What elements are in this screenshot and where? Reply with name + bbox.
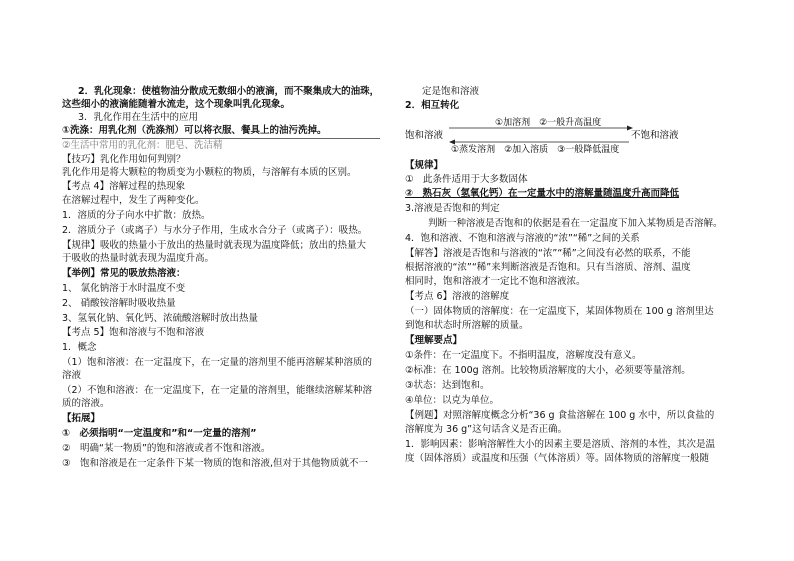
diagram-left-label: 饱和溶液 — [405, 130, 444, 141]
key-points-heading: 【理解要点】 — [405, 335, 463, 346]
example-item2: 2、 硝酸铵溶解时吸收热量 — [62, 298, 176, 309]
emulsify-application-heading: 3．乳化作用在生活中的应用 — [78, 112, 199, 123]
unsaturated-def-line1: （2）不饱和溶液：在一定温度下，在一定量的溶剂里，能继续溶解某种溶 — [62, 385, 373, 396]
r-continuation: 定是饱和溶液 — [422, 86, 480, 97]
conversion-diagram — [405, 114, 687, 156]
diagram-top-label: ①加溶剂 ②一般升高温度 — [495, 118, 602, 128]
backward-arrowhead — [449, 140, 455, 145]
emulsify-definition-line2: 这些细小的液滴能随着水流走，这个现象叫乳化现象。 — [62, 99, 291, 110]
common-emulsifier-line: ②生活中常用的乳化剂：肥皂、洗洁精 — [62, 140, 223, 151]
conversion-diagram-svg — [405, 114, 687, 156]
tip-heading: 【技巧】乳化作用如何判别？ — [62, 154, 186, 165]
topic4-heading: 【考点 4】溶解过程的热现象 — [62, 181, 186, 192]
key-point-standard: ②标准：在 100g 溶剂。比较物质溶解度的大小，必须要等量溶剂。 — [405, 365, 691, 376]
diagram-right-label: 不饱和溶液 — [631, 130, 679, 141]
emulsify-definition-line1: 2．乳化现象：使植物油分散成无数细小的液滴，而不聚集成大的油珠， — [78, 86, 380, 97]
answer-line2: 根据溶液的“浓”“稀”来判断溶液是否饱和。只有当溶质、溶剂、温度 — [405, 262, 691, 273]
solubility-def-line1: （一）固体物质的溶解度：在一定温度下，某固体物质在 100 g 溶剂里达 — [405, 306, 714, 317]
example-item3: 3、氢氧化钠、氧化钙、浓硫酸溶解时放出热量 — [62, 313, 259, 324]
extension-heading: 【拓展】 — [62, 413, 101, 424]
example-item1: 1、 氯化钠溶于水时温度不变 — [62, 283, 186, 294]
topic4-intro: 在溶解过程中，发生了两种变化。 — [62, 195, 205, 206]
key-point-unit: ④单位：以克为单位。 — [405, 395, 500, 406]
topic5-heading: 【考点 5】饱和溶液与不饱和溶液 — [62, 327, 205, 338]
washing-line: ①洗涤：用乳化剂（洗涤剂）可以将衣服、餐具上的油污洗掉。 — [62, 125, 327, 136]
rule2-item1: ① 此条件适用于大多数固体 — [405, 174, 528, 185]
extension-item3: ③ 饱和溶液是在一定条件下某一物质的饱和溶液,但对于其他物质就不一 — [62, 458, 369, 469]
mutual-conversion-heading: 2．相互转化 — [405, 100, 460, 111]
extension-item1: ① 必须指明“一定温度和”和“一定量的溶剂” — [62, 428, 257, 439]
topic4-point1: 1．溶质的分子向水中扩散：放热。 — [62, 210, 211, 221]
answer-line3: 相同时，饱和溶液才一定比不饱和溶液浓。 — [405, 276, 586, 287]
topic6-heading: 【考点 6】溶液的溶解度 — [405, 291, 510, 302]
example-heading: 【举例】常见的吸放热溶液： — [62, 268, 186, 279]
saturated-def-line1: （1）饱和溶液：在一定温度下，在一定量的溶剂里不能再溶解某种溶质的 — [62, 357, 373, 368]
example-question-line1: 【例题】对照溶解度概念分析“36 g 食盐溶解在 100 g 水中，所以食盐的 — [405, 410, 715, 421]
key-point-state: ③状态：达到饱和。 — [405, 380, 490, 391]
extension-item2: ② 明确“某一物质”的饱和溶液或者不饱和溶液。 — [62, 443, 271, 454]
answer-line1: 【解答】溶液是否饱和与溶液的“浓”“稀”之间没有必然的联系，不能 — [405, 248, 691, 259]
example-question-line2: 溶解度为 36 g”这句话含义是否正确。 — [405, 424, 568, 435]
key-point-condition: ①条件：在一定温度下。不指明温度，溶解度没有意义。 — [405, 350, 642, 361]
rule-line2: 于吸收的热量时就表现为温度升高。 — [62, 253, 215, 264]
saturated-def-line2: 溶液 — [62, 370, 82, 381]
saturation-judgment-text: 判断一种溶液是否饱和的依据是看在一定温度下加入某物质是否溶解。 — [428, 218, 723, 229]
rule2-item2: ② 熟石灰（氢氧化钙）在一定量水中的溶解量随温度升高而降低 — [405, 188, 680, 199]
influence-line2: 度（固体溶质）或温度和压强（气体溶质）等。固体物质的溶解度一般随 — [405, 453, 710, 464]
rule-line1: 【规律】吸收的热量小于放出的热量时就表现为温度降低；放出的热量大 — [62, 240, 367, 251]
saturation-judgment-heading: 3.溶液是否饱和的判定 — [405, 203, 500, 214]
rule2-heading: 【规律】 — [405, 160, 444, 171]
tip-answer: 乳化作用是将大颗粒的物质变为小颗粒的物质，与溶解有本质的区别。 — [62, 167, 357, 178]
concept-heading: 1．概念 — [62, 342, 97, 353]
diagram-bottom-label: ①蒸发溶剂 ②加入溶质 ③一般降低温度 — [451, 145, 620, 155]
influence-line1: 1．影响因素：影响溶解性大小的因素主要是溶质、溶剂的本性，其次是温 — [405, 439, 716, 450]
topic4-point2: 2．溶质分子（或离子）与水分子作用，生成水合分子（或离子）：吸热。 — [62, 225, 368, 236]
divider — [62, 138, 380, 139]
solubility-def-line2: 到饱和状态时所溶解的质量。 — [405, 320, 529, 331]
concentration-relation-heading: 4．饱和溶液、不饱和溶液与溶液的“浓”“稀”之间的关系 — [405, 233, 640, 244]
unsaturated-def-line2: 质的溶液。 — [62, 398, 110, 409]
